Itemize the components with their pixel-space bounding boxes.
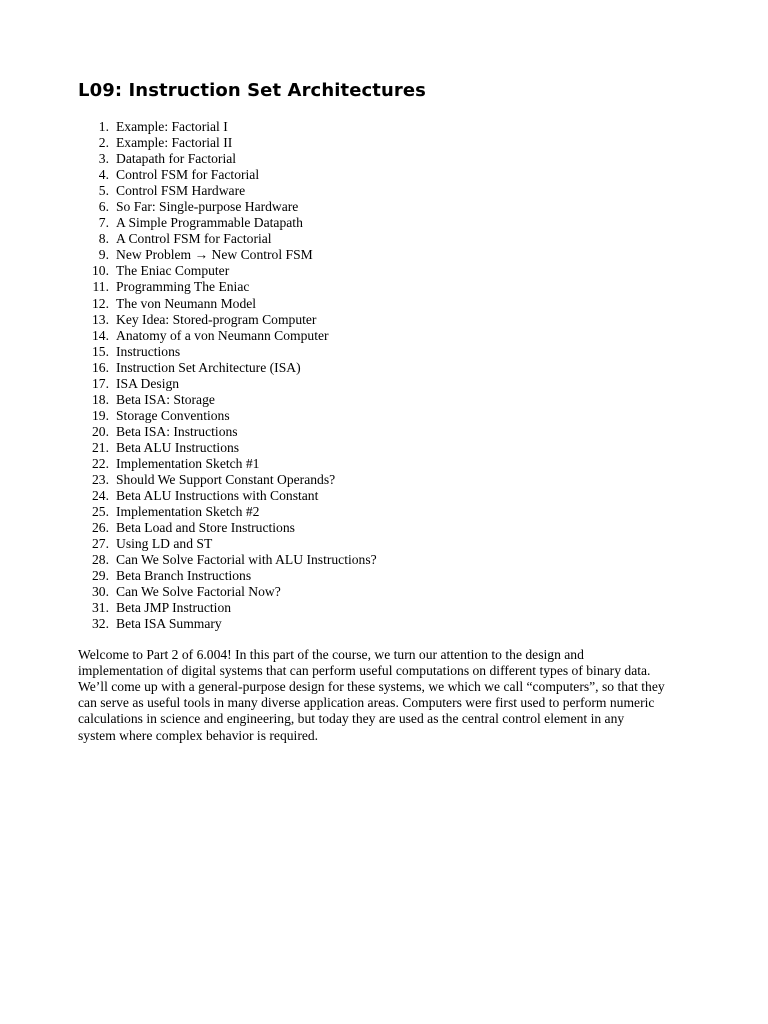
list-item-label: Storage Conventions	[116, 407, 230, 423]
list-item-number: 1.	[98, 119, 109, 134]
list-item-label: Example: Factorial II	[116, 135, 233, 151]
list-item	[78, 392, 698, 408]
list-item-number: 31.	[92, 600, 109, 616]
list-item-label: Datapath for Factorial	[116, 151, 237, 167]
list-item-label: Programming The Eniac	[116, 279, 250, 295]
list-item	[78, 408, 698, 424]
list-item	[78, 151, 698, 167]
list-item-number: 26.	[92, 520, 109, 536]
list-item-number: 27.	[92, 536, 109, 552]
list-item-label: Implementation Sketch #1	[116, 455, 260, 471]
list-item	[78, 263, 698, 279]
list-item	[78, 183, 698, 199]
list-item-number: 23.	[92, 472, 109, 488]
list-item-label: Beta ALU Instructions	[116, 439, 240, 455]
list-item-label: Can We Solve Factorial with ALU Instructions?	[116, 552, 377, 568]
list-item	[78, 488, 698, 504]
list-item-label: Control FSM for Factorial	[116, 167, 260, 183]
list-item-label: Beta ISA: Instructions	[116, 423, 238, 439]
list-item-number: 24.	[92, 488, 109, 504]
list-item	[78, 135, 698, 151]
intro-line: calculations in science and engineering, but today they are used as the central control element in any	[78, 711, 625, 727]
list-item	[78, 600, 698, 616]
list-item	[78, 279, 698, 295]
list-item	[78, 472, 698, 488]
list-item-number: 10.	[92, 263, 109, 279]
list-item-number: 32.	[92, 616, 109, 632]
list-item-label: ISA Design	[116, 375, 180, 391]
list-item	[78, 584, 698, 600]
list-item	[78, 215, 698, 231]
list-item-number: 30.	[92, 584, 109, 600]
list-item-number: 8.	[98, 231, 109, 247]
list-item-label: Beta JMP Instruction	[116, 600, 232, 616]
intro-line: can serve as useful tools in many diverse application areas. Computers were first used to perform numeric	[78, 695, 655, 711]
list-item-number: 29.	[92, 568, 109, 584]
list-item	[78, 360, 698, 376]
list-item-label: Using LD and ST	[116, 536, 213, 552]
list-item-label: New Problem → New Control FSM	[116, 247, 313, 263]
intro-paragraph	[78, 647, 698, 744]
list-item-number: 17.	[92, 375, 109, 391]
table-of-contents	[78, 119, 698, 633]
list-item-label: Key Idea: Stored-program Computer	[116, 311, 317, 327]
list-item	[78, 296, 698, 312]
list-item-number: 16.	[92, 359, 109, 375]
list-item	[78, 568, 698, 584]
list-item-number: 19.	[92, 407, 109, 423]
list-item	[78, 344, 698, 360]
list-item-number: 15.	[92, 343, 109, 359]
list-item-number: 7.	[98, 215, 109, 231]
list-item-label: Implementation Sketch #2	[116, 504, 260, 520]
list-item-number: 20.	[92, 423, 109, 439]
list-item-number: 3.	[98, 151, 109, 167]
list-item-number: 6.	[98, 199, 109, 215]
list-item	[78, 552, 698, 568]
intro-line: system where complex behavior is required.	[78, 727, 319, 743]
list-item-label: Anatomy of a von Neumann Computer	[116, 327, 329, 343]
list-item-label: Beta ISA: Storage	[116, 391, 215, 407]
list-item	[78, 199, 698, 215]
list-item-label: Instructions	[116, 343, 181, 359]
list-item-number: 18.	[92, 391, 109, 407]
list-item	[78, 424, 698, 440]
list-item-number: 2.	[98, 135, 109, 151]
intro-line: We’ll come up with a general-purpose design for these systems, we which we call “computers”, so that they	[78, 678, 665, 694]
list-item-label: Beta ISA Summary	[116, 616, 222, 632]
list-item-label: A Simple Programmable Datapath	[116, 215, 303, 231]
list-item-label: Beta Branch Instructions	[116, 568, 252, 584]
list-item-number: 21.	[92, 439, 109, 455]
document-title: L09: Instruction Set Architectures	[78, 80, 427, 101]
list-item-number: 25.	[92, 504, 109, 520]
list-item	[78, 440, 698, 456]
list-item-number: 28.	[92, 552, 109, 568]
list-item	[78, 231, 698, 247]
list-item	[78, 536, 698, 552]
list-item-label: Should We Support Constant Operands?	[116, 472, 336, 488]
list-item-label: Instruction Set Architecture (ISA)	[116, 359, 301, 375]
list-item-label: Example: Factorial I	[116, 119, 228, 134]
list-item-label: So Far: Single-purpose Hardware	[116, 199, 299, 215]
list-item-number: 13.	[92, 311, 109, 327]
list-item-label: The von Neumann Model	[116, 295, 257, 311]
list-item-number: 11.	[92, 279, 109, 295]
list-item	[78, 456, 698, 472]
list-item-label: Beta ALU Instructions with Constant	[116, 488, 319, 504]
list-item	[78, 167, 698, 183]
list-item	[78, 312, 698, 328]
intro-line: Welcome to Part 2 of 6.004! In this part of the course, we turn our attention to the design and	[78, 646, 584, 662]
list-item	[78, 520, 698, 536]
list-item	[78, 328, 698, 344]
list-item	[78, 504, 698, 520]
list-item-number: 4.	[98, 167, 109, 183]
list-item	[78, 616, 698, 632]
list-item-number: 14.	[92, 327, 109, 343]
document-page	[78, 80, 698, 744]
list-item	[78, 376, 698, 392]
list-item-label: Can We Solve Factorial Now?	[116, 584, 281, 600]
list-item-label: Beta Load and Store Instructions	[116, 520, 295, 536]
list-item	[78, 119, 698, 135]
intro-line: implementation of digital systems that can perform useful computations on different types of binary data.	[78, 662, 651, 678]
list-item-number: 5.	[98, 183, 109, 199]
list-item-label: A Control FSM for Factorial	[116, 231, 272, 247]
list-item-label: The Eniac Computer	[116, 263, 230, 279]
list-item	[78, 247, 698, 263]
list-item-label: Control FSM Hardware	[116, 183, 246, 199]
list-item-number: 12.	[92, 295, 109, 311]
list-item-number: 22.	[92, 455, 109, 471]
list-item-number: 9.	[98, 247, 109, 263]
